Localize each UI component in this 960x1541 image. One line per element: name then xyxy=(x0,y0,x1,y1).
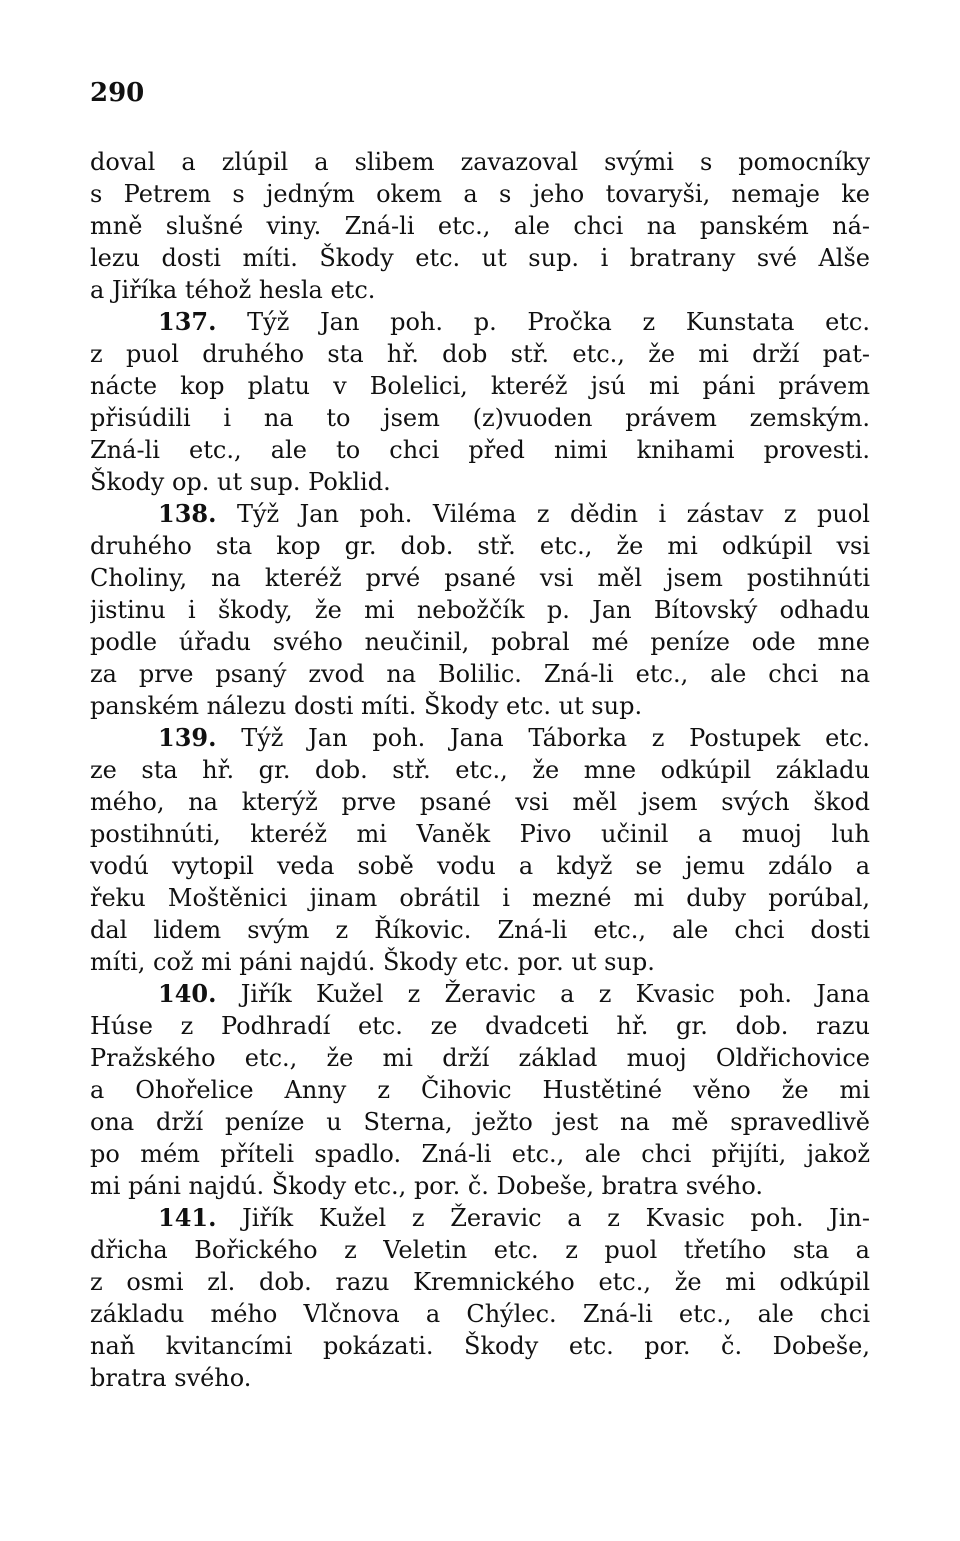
text-line xyxy=(90,466,870,498)
text-line xyxy=(90,658,870,690)
line-text: mi páni najdú. Škody etc., por. č. Dobeše, bratra svého. xyxy=(90,1172,763,1200)
text-line xyxy=(90,1042,870,1074)
line-text: lezu dosti míti. Škody etc. ut sup. i bratrany své Alše xyxy=(90,244,870,272)
entry-number: 137. xyxy=(158,307,217,336)
text-line xyxy=(90,786,870,818)
line-text: po mém příteli spadlo. Zná-li etc., ale chci přijíti, jakož xyxy=(90,1140,870,1168)
line-text: dřicha Bořického z Veletin etc. z puol třetího sta a xyxy=(90,1236,870,1264)
text-line xyxy=(90,1010,870,1042)
entry-number: 138. xyxy=(158,499,217,528)
line-text: vodú vytopil veda sobě vodu a když se jemu zdálo a xyxy=(90,852,870,880)
line-text: ze sta hř. gr. dob. stř. etc., že mne odkúpil základu xyxy=(90,756,870,784)
entry-first-line xyxy=(90,306,870,338)
line-text: nácte kop platu v Bolelici, kteréž jsú mi páni právem xyxy=(90,372,870,400)
line-text: Jiřík Kužel z Žeravic a z Kvasic poh. Jin- xyxy=(242,1204,870,1232)
line-text: Týž Jan poh. Jana Táborka z Postupek etc. xyxy=(241,724,870,752)
line-text: s Petrem s jedným okem a s jeho tovaryši, nemaje ke xyxy=(90,180,870,208)
line-text: Húse z Podhradí etc. ze dvadceti hř. gr. dob. razu xyxy=(90,1012,870,1040)
line-text: druhého sta kop gr. dob. stř. etc., že mi odkúpil vsi xyxy=(90,532,870,560)
line-text: ona drží peníze u Sterna, ježto jest na mě spravedlivě xyxy=(90,1108,870,1136)
text-line xyxy=(90,146,870,178)
line-text: podle úřadu svého neučinil, pobral mé peníze ode mne xyxy=(90,628,870,656)
line-text: z osmi zl. dob. razu Kremnického etc., že mi odkúpil xyxy=(90,1268,870,1296)
entry-number: 140. xyxy=(158,979,217,1008)
text-line xyxy=(90,1266,870,1298)
text-line xyxy=(90,1106,870,1138)
line-text: panském nálezu dosti míti. Škody etc. ut sup. xyxy=(90,692,643,720)
text-line xyxy=(90,882,870,914)
text-line xyxy=(90,1138,870,1170)
line-text: míti, což mi páni najdú. Škody etc. por. ut sup. xyxy=(90,948,655,976)
line-text: a Ohořelice Anny z Čihovic Hustětiné věno že mi xyxy=(90,1076,870,1104)
text-line xyxy=(90,1298,870,1330)
line-text: jistinu i škody, že mi nebožčík p. Jan Bítovský odhadu xyxy=(90,596,870,624)
line-text: Škody op. ut sup. Poklid. xyxy=(90,468,391,496)
line-text: Choliny, na kteréž prvé psané vsi měl jsem postihnúti xyxy=(90,564,870,592)
line-text: mně slušné viny. Zná-li etc., ale chci na panském ná- xyxy=(90,212,870,240)
text-line xyxy=(90,1170,870,1202)
text-line xyxy=(90,1330,870,1362)
text-column xyxy=(90,146,870,1394)
text-line xyxy=(90,210,870,242)
line-text: Pražského etc., že mi drží základ muoj Oldřichovice xyxy=(90,1044,870,1072)
line-text: z puol druhého sta hř. dob stř. etc., že mi drží pat- xyxy=(90,340,870,368)
text-line xyxy=(90,690,870,722)
line-text: základu mého Vlčnova a Chýlec. Zná-li etc., ale chci xyxy=(90,1300,870,1328)
text-line xyxy=(90,914,870,946)
text-line xyxy=(90,850,870,882)
line-text: doval a zlúpil a slibem zavazoval svými s pomocníky xyxy=(90,148,870,176)
line-text: za prve psaný zvod na Bolilic. Zná-li etc., ale chci na xyxy=(90,660,870,688)
text-line xyxy=(90,274,870,306)
line-text: Zná-li etc., ale to chci před nimi knihami provesti. xyxy=(90,436,870,464)
page-number: 290 xyxy=(90,78,145,108)
text-line xyxy=(90,338,870,370)
text-line xyxy=(90,562,870,594)
line-text: řeku Moštěnici jinam obrátil i mezné mi duby porúbal, xyxy=(90,884,870,912)
text-line xyxy=(90,1362,870,1394)
entry-number: 141. xyxy=(158,1203,217,1232)
text-line xyxy=(90,402,870,434)
text-line xyxy=(90,530,870,562)
line-text: Týž Jan poh. p. Pročka z Kunstata etc. xyxy=(247,308,870,336)
text-line xyxy=(90,178,870,210)
text-line xyxy=(90,1074,870,1106)
entry-first-line xyxy=(90,498,870,530)
text-line xyxy=(90,626,870,658)
text-line xyxy=(90,242,870,274)
line-text: postihnúti, kteréž mi Vaněk Pivo učinil a muoj luh xyxy=(90,820,870,848)
line-text: a Jiříka téhož hesla etc. xyxy=(90,276,376,304)
entry-first-line xyxy=(90,1202,870,1234)
text-line xyxy=(90,1234,870,1266)
text-line xyxy=(90,370,870,402)
line-text: přisúdili i na to jsem (z)vuoden právem zemským. xyxy=(90,404,870,432)
line-text: mého, na kterýž prve psané vsi měl jsem svých škod xyxy=(90,788,870,816)
entry-first-line xyxy=(90,978,870,1010)
text-line xyxy=(90,754,870,786)
line-text: bratra svého. xyxy=(90,1364,252,1392)
entry-first-line xyxy=(90,722,870,754)
text-line xyxy=(90,594,870,626)
text-line xyxy=(90,434,870,466)
line-text: Jiřík Kužel z Žeravic a z Kvasic poh. Jana xyxy=(240,980,870,1008)
text-line xyxy=(90,818,870,850)
line-text: naň kvitancími pokázati. Škody etc. por. č. Dobeše, xyxy=(90,1332,870,1360)
entry-number: 139. xyxy=(158,723,217,752)
text-line xyxy=(90,946,870,978)
line-text: Týž Jan poh. Viléma z dědin i zástav z puol xyxy=(236,500,870,528)
line-text: dal lidem svým z Říkovic. Zná-li etc., ale chci dosti xyxy=(90,916,870,944)
